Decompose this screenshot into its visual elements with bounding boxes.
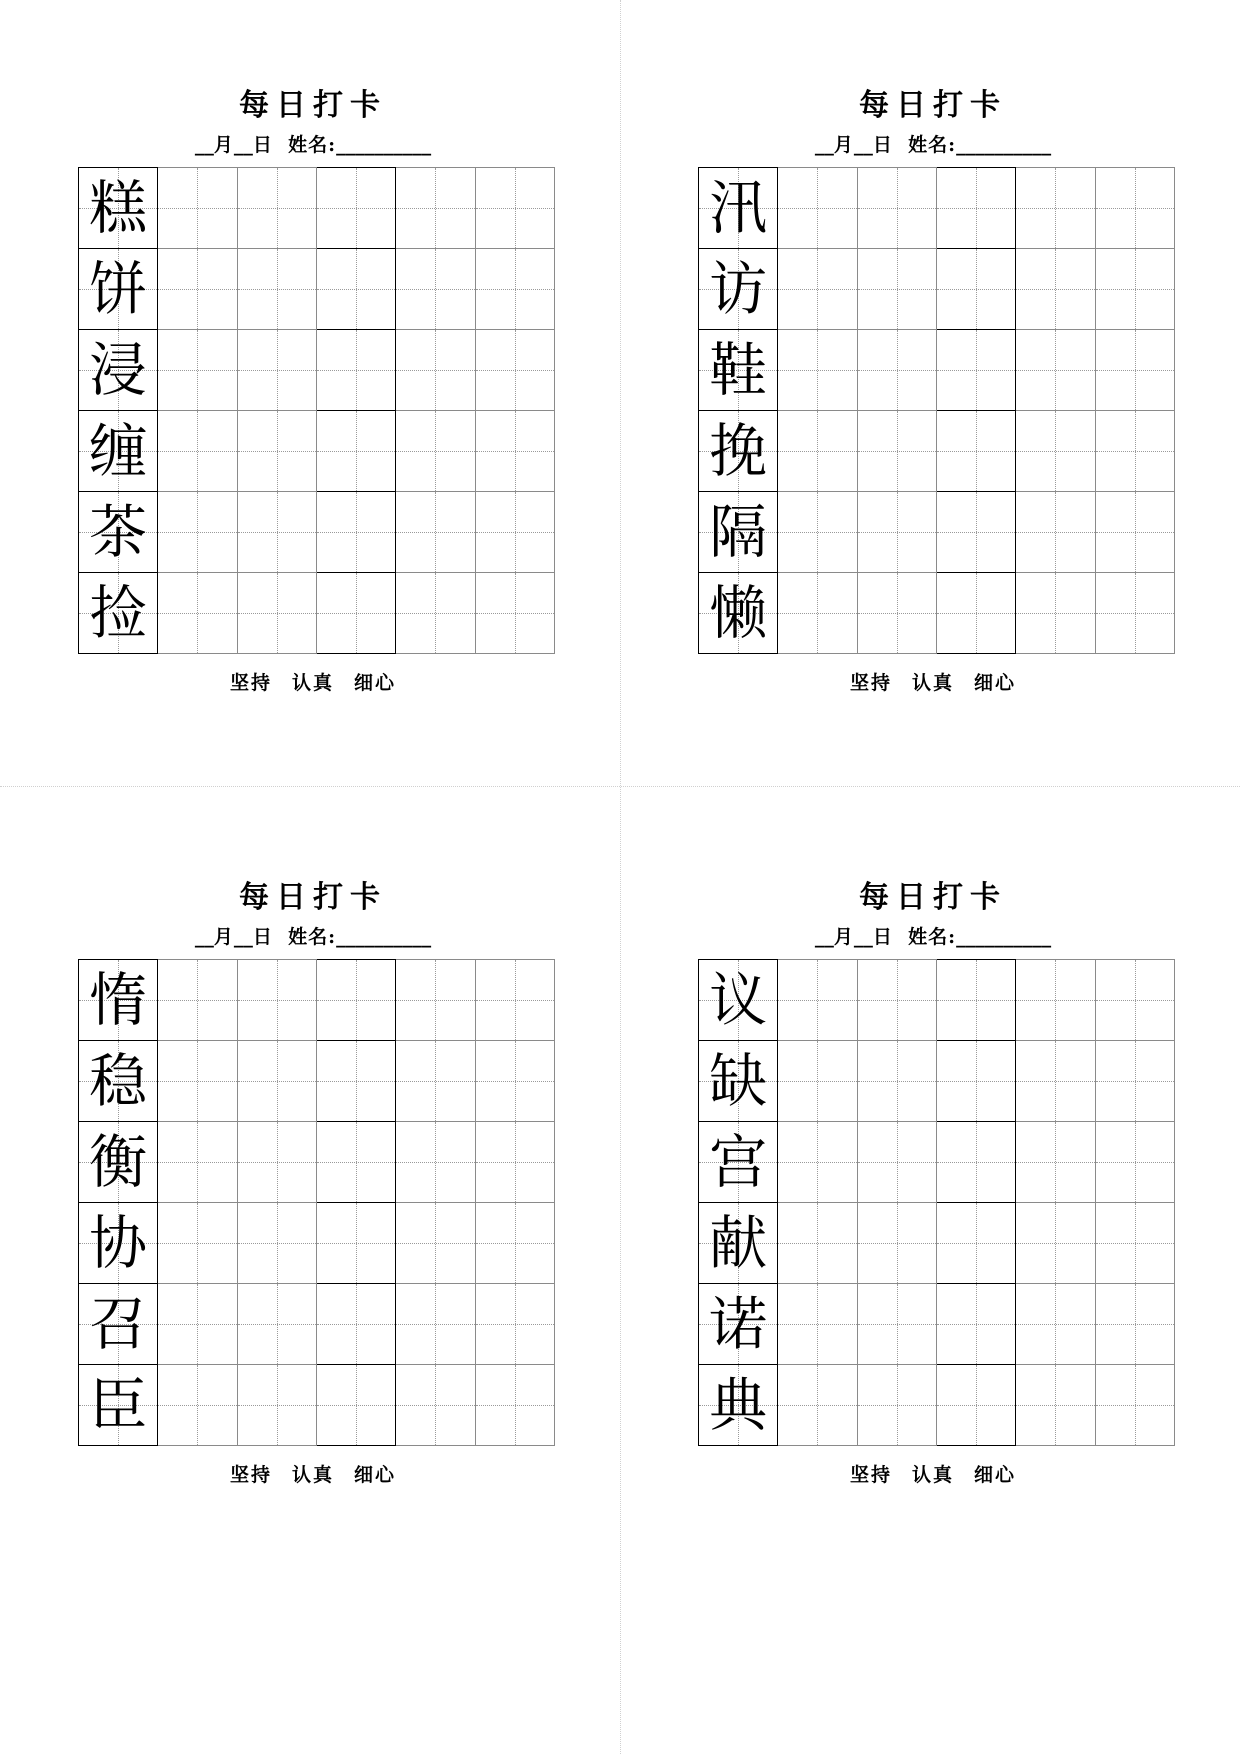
table-row <box>699 1203 1175 1284</box>
name-blank[interactable]: __________ <box>336 134 432 156</box>
practice-cell[interactable] <box>316 168 395 249</box>
meta-line <box>78 922 548 949</box>
practice-cell[interactable] <box>396 573 475 654</box>
page-title: 每日打卡 <box>859 88 1007 123</box>
month-blank[interactable]: __ <box>194 926 214 948</box>
character-cell: 献 <box>699 1203 778 1284</box>
practice-cell[interactable] <box>936 330 1015 411</box>
practice-cell[interactable] <box>396 330 475 411</box>
practice-cell[interactable] <box>316 1122 395 1203</box>
practice-cell[interactable] <box>1095 1365 1174 1446</box>
practice-cell[interactable] <box>1016 411 1095 492</box>
practice-cell[interactable] <box>1016 1041 1095 1122</box>
practice-cell[interactable] <box>237 411 316 492</box>
practice-cell[interactable] <box>237 1203 316 1284</box>
practice-cell[interactable] <box>158 492 237 573</box>
character-cell: 诺 <box>699 1284 778 1365</box>
practice-cell[interactable] <box>158 1041 237 1122</box>
table-row <box>79 1284 555 1365</box>
practice-grid <box>78 167 555 654</box>
practice-cell[interactable] <box>857 411 936 492</box>
practice-cell[interactable] <box>316 492 395 573</box>
name-blank[interactable]: __________ <box>336 926 432 948</box>
table-row <box>699 960 1175 1041</box>
table-row <box>79 330 555 411</box>
practice-cell[interactable] <box>778 411 857 492</box>
practice-cell[interactable] <box>936 168 1015 249</box>
practice-cell[interactable] <box>1095 960 1174 1041</box>
practice-cell[interactable] <box>475 573 554 654</box>
table-row <box>79 573 555 654</box>
practice-cell[interactable] <box>1016 1203 1095 1284</box>
practice-cell[interactable] <box>936 1365 1015 1446</box>
name-label: 姓名: <box>908 134 957 156</box>
practice-cell[interactable] <box>936 1203 1015 1284</box>
month-label: 月 <box>833 926 854 948</box>
month-blank[interactable]: __ <box>814 134 834 156</box>
practice-cell[interactable] <box>237 330 316 411</box>
motto-3: 细心 <box>354 1464 397 1486</box>
character-cell: 汛 <box>699 168 778 249</box>
motto-2: 认真 <box>911 672 954 694</box>
name-label: 姓名: <box>908 926 957 948</box>
practice-cell[interactable] <box>475 249 554 330</box>
practice-cell[interactable] <box>857 492 936 573</box>
practice-cell[interactable] <box>316 249 395 330</box>
character-cell: 稳 <box>79 1041 158 1122</box>
table-row <box>79 1365 555 1446</box>
table-row <box>79 249 555 330</box>
worksheet-sheet-1 <box>0 0 620 786</box>
practice-cell[interactable] <box>158 249 237 330</box>
practice-cell[interactable] <box>1016 1365 1095 1446</box>
practice-cell[interactable] <box>316 1284 395 1365</box>
name-label: 姓名: <box>288 134 337 156</box>
practice-cell[interactable] <box>396 411 475 492</box>
practice-cell[interactable] <box>778 1284 857 1365</box>
practice-cell[interactable] <box>396 168 475 249</box>
day-label: 日 <box>252 926 273 948</box>
character-cell: 缺 <box>699 1041 778 1122</box>
meta-line <box>698 922 1168 949</box>
practice-cell[interactable] <box>778 1041 857 1122</box>
practice-cell[interactable] <box>778 1122 857 1203</box>
practice-cell[interactable] <box>237 1365 316 1446</box>
practice-cell[interactable] <box>396 1365 475 1446</box>
practice-cell[interactable] <box>475 1041 554 1122</box>
practice-cell[interactable] <box>1095 1284 1174 1365</box>
practice-cell[interactable] <box>158 573 237 654</box>
page-title: 每日打卡 <box>239 88 387 123</box>
practice-cell[interactable] <box>1016 168 1095 249</box>
practice-cell[interactable] <box>1095 249 1174 330</box>
practice-cell[interactable] <box>396 1041 475 1122</box>
character-cell: 访 <box>699 249 778 330</box>
name-blank[interactable]: __________ <box>956 926 1052 948</box>
practice-cell[interactable] <box>936 1122 1015 1203</box>
practice-cell[interactable] <box>1016 573 1095 654</box>
day-blank[interactable]: __ <box>233 134 253 156</box>
practice-cell[interactable] <box>857 573 936 654</box>
day-label: 日 <box>872 134 893 156</box>
character-cell: 浸 <box>79 330 158 411</box>
table-row <box>699 492 1175 573</box>
motto-3: 细心 <box>354 672 397 694</box>
practice-cell[interactable] <box>237 960 316 1041</box>
motto-1: 坚持 <box>849 672 892 694</box>
character-cell: 糕 <box>79 168 158 249</box>
worksheet-sheet-2 <box>620 0 1240 786</box>
practice-cell[interactable] <box>857 168 936 249</box>
table-row <box>699 168 1175 249</box>
practice-cell[interactable] <box>1095 492 1174 573</box>
motto-3: 细心 <box>974 672 1017 694</box>
practice-cell[interactable] <box>475 1284 554 1365</box>
practice-cell[interactable] <box>936 1041 1015 1122</box>
name-blank[interactable]: __________ <box>956 134 1052 156</box>
table-row <box>699 1284 1175 1365</box>
practice-grid <box>698 167 1175 654</box>
character-cell: 典 <box>699 1365 778 1446</box>
practice-cell[interactable] <box>475 1203 554 1284</box>
page-title: 每日打卡 <box>859 880 1007 915</box>
practice-cell[interactable] <box>237 1041 316 1122</box>
practice-cell[interactable] <box>1095 168 1174 249</box>
character-cell: 协 <box>79 1203 158 1284</box>
practice-cell[interactable] <box>1095 411 1174 492</box>
practice-cell[interactable] <box>857 1041 936 1122</box>
motto-2: 认真 <box>291 672 334 694</box>
practice-cell[interactable] <box>316 411 395 492</box>
practice-cell[interactable] <box>857 960 936 1041</box>
practice-cell[interactable] <box>778 330 857 411</box>
practice-cell[interactable] <box>936 573 1015 654</box>
practice-cell[interactable] <box>857 1284 936 1365</box>
footer-motto <box>78 668 548 695</box>
table-row <box>79 1041 555 1122</box>
worksheet-sheet-4 <box>620 786 1240 1754</box>
practice-cell[interactable] <box>158 330 237 411</box>
table-row <box>699 573 1175 654</box>
table-row <box>79 960 555 1041</box>
month-blank[interactable]: __ <box>814 926 834 948</box>
table-row <box>699 411 1175 492</box>
practice-cell[interactable] <box>1095 1203 1174 1284</box>
character-cell: 茶 <box>79 492 158 573</box>
practice-cell[interactable] <box>237 1284 316 1365</box>
practice-cell[interactable] <box>475 1122 554 1203</box>
practice-cell[interactable] <box>475 1365 554 1446</box>
name-label: 姓名: <box>288 926 337 948</box>
footer-motto <box>698 668 1168 695</box>
practice-cell[interactable] <box>316 573 395 654</box>
practice-cell[interactable] <box>778 249 857 330</box>
practice-cell[interactable] <box>857 249 936 330</box>
practice-cell[interactable] <box>857 330 936 411</box>
character-cell: 召 <box>79 1284 158 1365</box>
practice-cell[interactable] <box>396 1122 475 1203</box>
practice-cell[interactable] <box>857 1365 936 1446</box>
practice-cell[interactable] <box>778 1203 857 1284</box>
practice-cell[interactable] <box>778 492 857 573</box>
practice-cell[interactable] <box>237 168 316 249</box>
character-cell: 隔 <box>699 492 778 573</box>
character-cell: 衡 <box>79 1122 158 1203</box>
practice-cell[interactable] <box>936 492 1015 573</box>
motto-2: 认真 <box>291 1464 334 1486</box>
table-row <box>79 168 555 249</box>
practice-cell[interactable] <box>237 249 316 330</box>
practice-cell[interactable] <box>158 1365 237 1446</box>
practice-cell[interactable] <box>1095 1122 1174 1203</box>
practice-cell[interactable] <box>1016 1122 1095 1203</box>
month-label: 月 <box>833 134 854 156</box>
month-label: 月 <box>213 134 234 156</box>
practice-cell[interactable] <box>475 960 554 1041</box>
practice-cell[interactable] <box>778 573 857 654</box>
month-label: 月 <box>213 926 234 948</box>
character-cell: 捡 <box>79 573 158 654</box>
footer-motto <box>698 1460 1168 1487</box>
practice-cell[interactable] <box>396 492 475 573</box>
motto-1: 坚持 <box>229 672 272 694</box>
practice-cell[interactable] <box>1095 573 1174 654</box>
practice-cell[interactable] <box>316 1041 395 1122</box>
day-blank[interactable]: __ <box>853 134 873 156</box>
motto-3: 细心 <box>974 1464 1017 1486</box>
practice-cell[interactable] <box>396 1203 475 1284</box>
practice-cell[interactable] <box>396 249 475 330</box>
practice-cell[interactable] <box>1016 249 1095 330</box>
practice-cell[interactable] <box>778 1365 857 1446</box>
table-row <box>699 1365 1175 1446</box>
practice-cell[interactable] <box>396 1284 475 1365</box>
day-blank[interactable]: __ <box>853 926 873 948</box>
character-cell: 挽 <box>699 411 778 492</box>
table-row <box>79 411 555 492</box>
practice-cell[interactable] <box>936 1284 1015 1365</box>
footer-motto <box>78 1460 548 1487</box>
motto-1: 坚持 <box>229 1464 272 1486</box>
practice-cell[interactable] <box>316 1203 395 1284</box>
practice-cell[interactable] <box>158 1284 237 1365</box>
character-cell: 懒 <box>699 573 778 654</box>
character-cell: 缠 <box>79 411 158 492</box>
practice-cell[interactable] <box>158 960 237 1041</box>
practice-cell[interactable] <box>158 1203 237 1284</box>
practice-cell[interactable] <box>237 1122 316 1203</box>
meta-line <box>698 130 1168 157</box>
motto-1: 坚持 <box>849 1464 892 1486</box>
table-row <box>79 1122 555 1203</box>
practice-cell[interactable] <box>936 960 1015 1041</box>
character-cell: 惰 <box>79 960 158 1041</box>
meta-line <box>78 130 548 157</box>
practice-cell[interactable] <box>396 960 475 1041</box>
practice-cell[interactable] <box>316 330 395 411</box>
practice-cell[interactable] <box>778 168 857 249</box>
character-cell: 议 <box>699 960 778 1041</box>
month-blank[interactable]: __ <box>194 134 214 156</box>
practice-cell[interactable] <box>1095 330 1174 411</box>
table-row <box>699 330 1175 411</box>
practice-cell[interactable] <box>237 573 316 654</box>
character-cell: 饼 <box>79 249 158 330</box>
practice-grid <box>78 959 555 1446</box>
practice-cell[interactable] <box>1095 1041 1174 1122</box>
practice-cell[interactable] <box>475 411 554 492</box>
table-row <box>79 492 555 573</box>
practice-cell[interactable] <box>475 492 554 573</box>
practice-cell[interactable] <box>158 168 237 249</box>
worksheet-sheet-3 <box>0 786 620 1754</box>
character-cell: 臣 <box>79 1365 158 1446</box>
table-row <box>699 1122 1175 1203</box>
table-row <box>699 249 1175 330</box>
practice-cell[interactable] <box>158 1122 237 1203</box>
practice-cell[interactable] <box>1016 492 1095 573</box>
practice-cell[interactable] <box>778 960 857 1041</box>
practice-cell[interactable] <box>857 1122 936 1203</box>
motto-2: 认真 <box>911 1464 954 1486</box>
practice-cell[interactable] <box>1016 960 1095 1041</box>
practice-cell[interactable] <box>936 411 1015 492</box>
page-title: 每日打卡 <box>239 880 387 915</box>
table-row <box>699 1041 1175 1122</box>
practice-cell[interactable] <box>237 492 316 573</box>
day-blank[interactable]: __ <box>233 926 253 948</box>
practice-cell[interactable] <box>475 168 554 249</box>
practice-cell[interactable] <box>158 411 237 492</box>
day-label: 日 <box>252 134 273 156</box>
practice-cell[interactable] <box>316 1365 395 1446</box>
table-row <box>79 1203 555 1284</box>
practice-cell[interactable] <box>316 960 395 1041</box>
practice-cell[interactable] <box>857 1203 936 1284</box>
character-cell: 宫 <box>699 1122 778 1203</box>
practice-cell[interactable] <box>936 249 1015 330</box>
practice-cell[interactable] <box>1016 330 1095 411</box>
day-label: 日 <box>872 926 893 948</box>
practice-cell[interactable] <box>475 330 554 411</box>
character-cell: 鞋 <box>699 330 778 411</box>
practice-cell[interactable] <box>1016 1284 1095 1365</box>
practice-grid <box>698 959 1175 1446</box>
